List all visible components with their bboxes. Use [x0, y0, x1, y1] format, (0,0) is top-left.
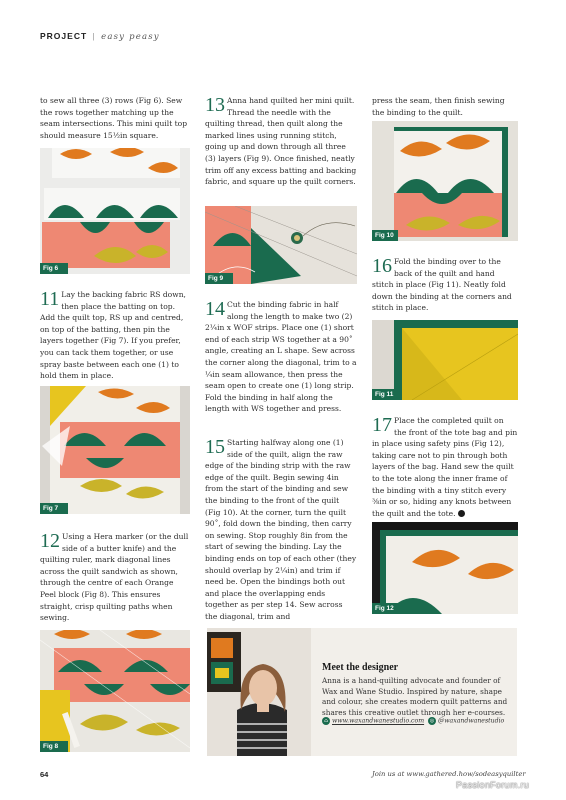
step-16-text: Fold the binding over to the back of the quilt and hand stitch in place (Fig 11). Neatly fold down the binding at the corners and stitch in place. [372, 257, 512, 313]
designer-portrait [207, 628, 311, 756]
fig11-photo [372, 320, 518, 400]
series-label: easy peasy [101, 32, 160, 42]
step-14 [205, 299, 357, 415]
step-16 [372, 256, 518, 314]
step-12-text: Using a Hera marker (or the dull side of a butter knife) and the quilting ruler, mark diagonal lines across the quilt sandwich as shown, through the centre of each Orange Peel block (Fig 8). This ensures straight, crisp quilting paths when sewing. [40, 532, 189, 623]
watermark: PassionForum.ru [456, 780, 530, 790]
fig12-photo [372, 522, 518, 614]
fig7-photo [40, 386, 190, 514]
designer-website-link[interactable]: www.waxandwanestudio.com [332, 717, 425, 725]
step-14-text: Cut the binding fabric in half along the length to make two (2) 2¼in x WOF strips. Place one (1) short end of each strip WS together at a 90˚ angle, creating an L shape. Sew across the corner along the diagonal, trim to a ¼in seam allowance, then press the seam open to create one (1) long strip. Fold the binding in half along the length with WS together and press. [205, 300, 357, 414]
page-number: 64 [40, 770, 49, 779]
designer-links [322, 717, 514, 725]
step-17 [372, 415, 518, 519]
fig6-label: Fig 6 [40, 263, 68, 274]
designer-instagram-link[interactable]: @waxandwanestudio [438, 717, 505, 725]
designer-bio: Anna is a hand-quilting advocate and founder of Wax and Wane Studio. Inspired by nature, shape and colour, she creates modern quilt patterns and shares this creative outlet through her e-courses. [322, 676, 508, 717]
instagram-icon: ◎ [429, 718, 435, 724]
col1-intro: to sew all three (3) rows (Fig 6). Sew the rows together matching up the seam intersections. This mini quilt top should measure 15½in square. [40, 96, 188, 140]
fig10-label: Fig 10 [372, 230, 398, 241]
fig10-photo [372, 121, 518, 241]
step-16-number: 16 [372, 255, 392, 277]
step-12-number: 12 [40, 530, 60, 552]
header-separator: | [92, 31, 96, 41]
fig8-photo [40, 630, 190, 752]
step-17-text: Place the completed quilt on the front of the tote bag and pin in place using safety pins (Fig 12), taking care not to pin through both layers of the bag. Hand sew the quilt to the tote along the inner frame of the binding with a tiny stitch every ⅜in or so, hiding any knots between the quilt and the tote. [372, 416, 518, 518]
end-mark-icon [458, 510, 465, 517]
fig6-photo [40, 148, 190, 274]
step-11 [40, 289, 190, 382]
fig12-label: Fig 12 [372, 603, 398, 614]
web-icon: ⌂ [322, 717, 330, 725]
fig11-label: Fig 11 [372, 389, 397, 400]
fig8-label: Fig 8 [40, 741, 68, 752]
step-15-number: 15 [205, 436, 225, 458]
designer-box [207, 628, 517, 756]
step-11-text: Lay the backing fabric RS down, then place the batting on top. Add the quilt top, RS up and centred, on top of the batting, then pin the layers together (Fig 7). If you prefer, you can tack them together, or use spray baste between each one (1) to hold them in place. [40, 290, 186, 381]
fig9-photo [205, 206, 357, 284]
fig9-label: Fig 9 [205, 273, 233, 284]
step-12 [40, 531, 190, 624]
step-13-number: 13 [205, 94, 225, 116]
footer-join-link[interactable]: Join us at www.gathered.how/sodeasyquilter [372, 770, 526, 778]
fig7-label: Fig 7 [40, 503, 68, 514]
step-13 [205, 95, 357, 188]
section-label: PROJECT [40, 31, 88, 41]
step-15 [205, 437, 357, 623]
step-11-number: 11 [40, 288, 60, 310]
running-header [40, 31, 160, 42]
step-17-number: 17 [372, 414, 392, 436]
step-13-text: Anna hand quilted her mini quilt. Thread the needle with the quilting thread, then quilt along the marked lines using running stitch, going up and down through all three (3) layers (Fig 9). Once finished, neatly trim off any excess batting and backing fabric, and square up the quilt corners. [205, 96, 357, 187]
step-15-text: Starting halfway along one (1) side of the quilt, align the raw edge of the binding strip with the raw edge of the quilt. Begin sewing 4in from the start of the binding and sew the binding to the front of the quilt (Fig 10). At the corner, turn the quilt 90˚, fold down the binding, then carry on sewing. Stop roughly 8in from the start of sewing the binding. Lay the binding ends on top of each other (they should overlap by 2¼in) and trim if need be. Open the bindings both out and place the overlapping ends together as per step 14. Sew across the diagonal, trim and [205, 438, 357, 621]
col3-intro: press the seam, then finish sewing the binding to the quilt. [372, 96, 505, 117]
step-14-number: 14 [205, 298, 225, 320]
designer-title: Meet the designer [322, 662, 399, 673]
